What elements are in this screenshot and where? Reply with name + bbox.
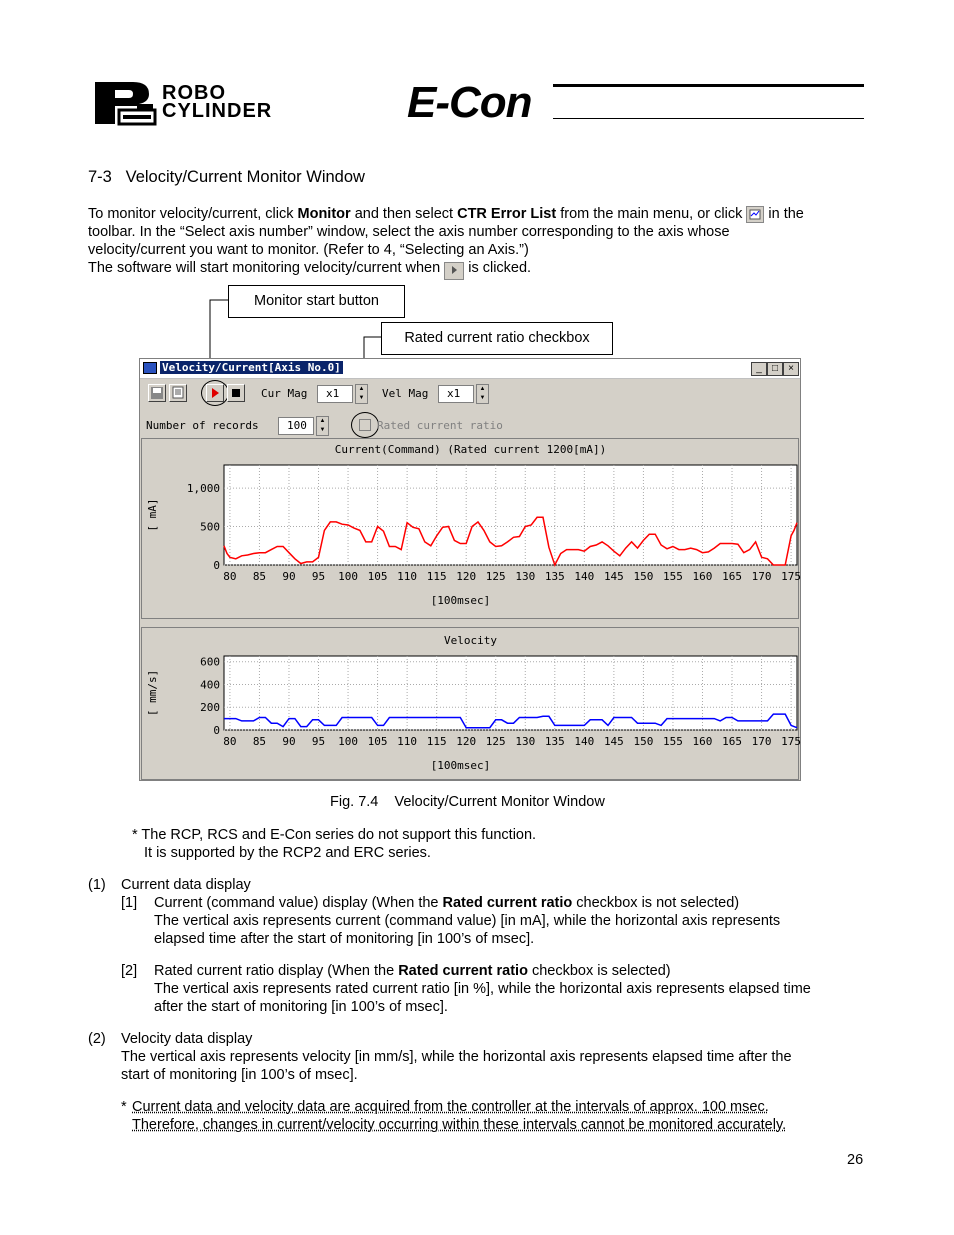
velocity-chart <box>142 628 802 779</box>
y-tick-label: 600 <box>200 655 220 669</box>
x-tick-label: 145 <box>603 570 624 583</box>
x-tick-label: 110 <box>397 570 418 583</box>
x-tick-label: 115 <box>426 735 447 748</box>
y-tick-label: 400 <box>200 678 220 692</box>
x-tick-label: 100 <box>338 735 358 748</box>
x-axis-label: [100msec] <box>430 759 491 772</box>
minimize-icon[interactable]: _ <box>751 362 767 376</box>
vel-mag-field[interactable]: x1 <box>438 385 474 403</box>
records-spinner[interactable]: ▲ ▼ <box>316 416 329 436</box>
x-tick-label: 140 <box>574 570 595 583</box>
item1-title: Current data display <box>121 877 251 893</box>
x-tick-label: 160 <box>692 570 713 583</box>
x-tick-label: 95 <box>311 570 326 583</box>
x-tick-label: 170 <box>751 570 772 583</box>
x-tick-label: 125 <box>485 570 506 583</box>
x-tick-label: 175 <box>781 570 802 583</box>
rated-current-checkbox[interactable] <box>359 419 371 431</box>
x-tick-label: 120 <box>456 570 477 583</box>
monitor-start-button[interactable] <box>206 384 224 402</box>
item2-line2: The vertical axis represents velocity [in mm/s], while the horizontal axis represents elapsed time after the <box>121 1049 792 1065</box>
chart-title: Current(Command) (Rated current 1200[mA]) <box>334 443 607 456</box>
item1-sub1-line2: The vertical axis represents current (command value) [in mA], while the horizontal axis represents <box>154 913 781 929</box>
item1-sub2-number: [2] <box>121 963 138 979</box>
item2-number: (2) <box>88 1031 106 1047</box>
x-tick-label: 130 <box>515 735 536 748</box>
callout-monitor-start: Monitor start button <box>228 285 405 318</box>
x-tick-label: 80 <box>223 735 237 748</box>
item1-number: (1) <box>88 877 106 893</box>
y-tick-label: 200 <box>200 701 220 715</box>
item1-sub1-number: [1] <box>121 895 138 911</box>
item1-sub2-line3: after the start of monitoring [in 100’s of msec]. <box>154 999 448 1015</box>
item1-sub1-heading: Current (command value) display (When the Rated current ratio checkbox is not selected) <box>154 895 740 911</box>
x-tick-label: 150 <box>633 735 654 748</box>
window-title: Velocity/Current[Axis No.0] <box>162 361 341 374</box>
note2-line2: Therefore, changes in current/velocity occurring within these intervals cannot be monitored accurately. <box>132 1117 787 1133</box>
save-icon[interactable] <box>148 384 166 402</box>
item2-title: Velocity data display <box>121 1031 253 1047</box>
x-tick-label: 80 <box>223 570 237 583</box>
x-tick-label: 145 <box>603 735 624 748</box>
cur-mag-field[interactable]: x1 <box>317 385 353 403</box>
x-axis-label: [100msec] <box>430 594 491 607</box>
x-tick-label: 175 <box>781 735 802 748</box>
item1-sub2-line2: The vertical axis represents rated current ratio [in %], while the horizontal axis represents elapsed time <box>154 981 811 997</box>
rated-checkbox-label: Rated current ratio <box>377 419 503 432</box>
x-tick-label: 100 <box>338 570 358 583</box>
x-tick-label: 135 <box>544 735 565 748</box>
stop-button[interactable] <box>227 384 245 402</box>
intro-line3: velocity/current you want to monitor. (Refer to 4, “Selecting an Axis.”) <box>88 242 529 258</box>
x-tick-label: 85 <box>252 735 267 748</box>
x-tick-label: 155 <box>663 570 683 583</box>
window-titlebar[interactable] <box>140 359 800 379</box>
y-tick-label: 500 <box>200 520 220 534</box>
records-label: Number of records <box>146 419 259 432</box>
note1-line2: It is supported by the RCP2 and ERC series. <box>144 845 431 861</box>
x-tick-label: 140 <box>574 735 595 748</box>
y-tick-label: 0 <box>213 559 220 572</box>
x-tick-label: 155 <box>663 735 683 748</box>
brand-line1: ROBO <box>162 82 226 104</box>
x-tick-label: 130 <box>515 570 536 583</box>
velocity-chart-panel <box>141 627 802 780</box>
x-tick-label: 120 <box>456 735 477 748</box>
monitor-window <box>139 358 801 781</box>
app-icon <box>143 362 157 374</box>
x-tick-label: 165 <box>722 735 742 748</box>
x-tick-label: 170 <box>751 735 772 748</box>
note1-line1: * The RCP, RCS and E-Con series do not support this function. <box>132 827 537 843</box>
section-title: 7-3 Velocity/Current Monitor Window <box>88 168 365 186</box>
page-number: 26 <box>847 1152 864 1168</box>
product-logo: E-Con <box>407 78 532 127</box>
x-tick-label: 165 <box>722 570 742 583</box>
chart-title: Velocity <box>444 634 497 647</box>
maximize-icon[interactable]: □ <box>767 362 783 376</box>
intro-line4: The software will start monitoring velocity/current when is clicked. <box>88 259 531 280</box>
x-tick-label: 115 <box>426 570 447 583</box>
y-tick-label: 0 <box>213 724 220 737</box>
item1-sub2-heading: Rated current ratio display (When the Rated current ratio checkbox is selected) <box>154 963 671 979</box>
vel-mag-spinner[interactable]: ▲ ▼ <box>476 384 489 404</box>
print-icon[interactable] <box>169 384 187 402</box>
brand-line2: CYLINDER <box>162 100 273 122</box>
x-tick-label: 150 <box>633 570 654 583</box>
callout-leaders <box>0 0 954 420</box>
intro-line1: To monitor velocity/current, click Monitor and then select CTR Error List from the main menu, or click in the <box>88 206 804 222</box>
intro-line2: toolbar. In the “Select axis number” window, select the axis number corresponding to the axis whose <box>88 224 730 240</box>
records-field[interactable]: 100 <box>278 417 314 435</box>
x-tick-label: 85 <box>252 570 267 583</box>
y-axis-label: [ mA] <box>146 498 159 532</box>
x-tick-label: 95 <box>311 735 326 748</box>
cur-mag-label: Cur Mag <box>261 387 308 400</box>
x-tick-label: 105 <box>367 570 388 583</box>
close-icon[interactable]: × <box>783 362 799 376</box>
x-tick-label: 135 <box>544 570 565 583</box>
x-tick-label: 160 <box>692 735 713 748</box>
vel-mag-label: Vel Mag <box>382 387 429 400</box>
callout-rated-ratio: Rated current ratio checkbox <box>381 322 613 355</box>
note2-line1: Current data and velocity data are acquired from the controller at the intervals of approx. 100 msec. <box>132 1099 769 1115</box>
cur-mag-spinner[interactable]: ▲ ▼ <box>355 384 368 404</box>
current-chart-panel <box>141 438 802 619</box>
x-tick-label: 90 <box>282 570 296 583</box>
x-tick-label: 125 <box>485 735 506 748</box>
x-tick-label: 90 <box>282 735 296 748</box>
note2-star: * <box>121 1099 127 1115</box>
current-chart <box>142 439 802 618</box>
item2-line3: start of monitoring [in 100’s of msec]. <box>121 1067 358 1083</box>
figure-caption: Fig. 7.4 Velocity/Current Monitor Window <box>330 794 605 810</box>
y-tick-label: 1,000 <box>186 482 220 496</box>
x-tick-label: 110 <box>397 735 418 748</box>
item1-sub1-line3: elapsed time after the start of monitoring [in 100’s of msec]. <box>154 931 535 947</box>
y-axis-label: [ mm/s] <box>146 669 159 717</box>
x-tick-label: 105 <box>367 735 388 748</box>
